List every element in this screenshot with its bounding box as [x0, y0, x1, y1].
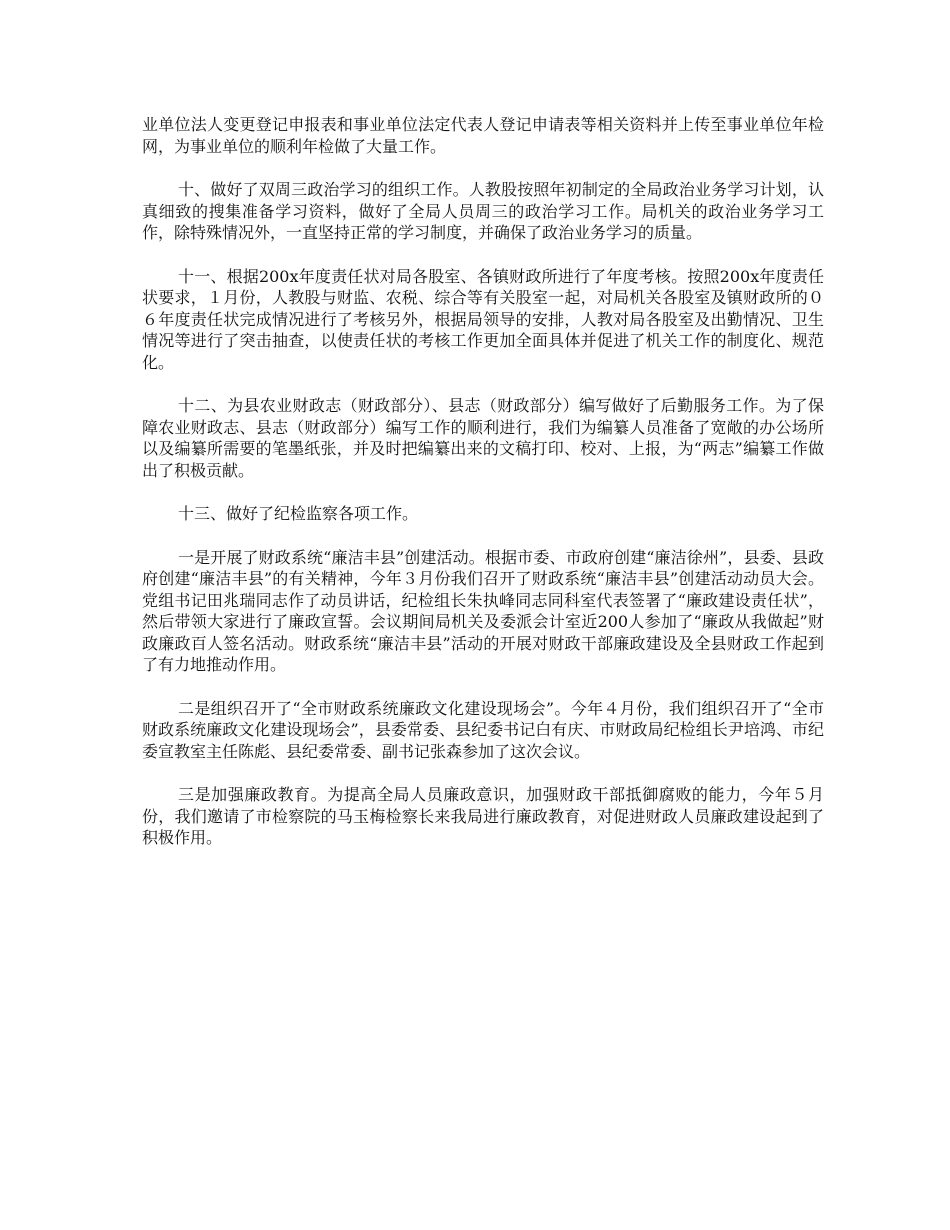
paragraph-continuation: 业单位法人变更登记申报表和事业单位法定代表人登记申请表等相关资料并上传至事业单位年检网，为事业单位的顺利年检做了大量工作。	[142, 115, 824, 156]
paragraph-subitem-1: 一是开展了财政系统“廉洁丰县”创建活动。根据市委、市政府创建“廉洁徐州”，县委、县政府创建“廉洁丰县”的有关精神，今年３月份我们召开了财政系统“廉洁丰县”创建活动动员大会。党组书记田兆瑞同志作了动员讲话，纪检组长朱执峰同志同科室代表签署了“廉政建设责任状”，然后带领大家进行了廉政宣誓。会议期间局机关及委派会计室近200人参加了“廉政从我做起”财政廉政百人签名活动。财政系统“廉洁丰县”活动的开展对财政干部廉政建设及全县财政工作起到了有力地推动作用。	[142, 547, 824, 674]
paragraph-item-10: 十、做好了双周三政治学习的组织工作。人教股按照年初制定的全局政治业务学习计划，认真细致的搜集准备学习资料，做好了全局人员周三的政治学习工作。局机关的政治业务学习工作，除特殊情况外，一直坚持正常的学习制度，并确保了政治业务学习的质量。	[142, 180, 824, 242]
paragraph-item-13: 十三、做好了纪检监察各项工作。	[178, 504, 419, 523]
paragraph-subitem-2: 二是组织召开了“全市财政系统廉政文化建设现场会”。今年４月份，我们组织召开了“全市财政系统廉政文化建设现场会”，县委常委、县纪委书记白有庆、市财政局纪检组长尹培鸿、市纪委宣教室主任陈彪、县纪委常委、副书记张森参加了这次会议。	[142, 698, 824, 761]
paragraph-item-11: 十一、根据200x年度责任状对局各股室、各镇财政所进行了年度考核。按照200x年度责任状要求，１月份，人教股与财监、农税、综合等有关股室一起，对局机关各股室及镇财政所的０６年度责任状完成情况进行了考核另外，根据局领导的安排，人教对局各股室及出勤情况、卫生情况等进行了突击抽查，以使责任状的考核工作更加全面具体并促进了机关工作的制度化、规范化。	[142, 266, 824, 372]
document-page	[142, 114, 824, 871]
paragraph-subitem-3: 三是加强廉政教育。为提高全局人员廉政意识，加强财政干部抵御腐败的能力，今年５月份，我们邀请了市检察院的马玉梅检察长来我局进行廉政教育，对促进财政人员廉政建设起到了积极作用。	[142, 785, 824, 847]
paragraph-item-12: 十二、为县农业财政志（财政部分）、县志（财政部分）编写做好了后勤服务工作。为了保障农业财政志、县志（财政部分）编写工作的顺利进行，我们为编纂人员准备了宽敞的办公场所以及编纂所需要的笔墨纸张，并及时把编纂出来的文稿打印、校对、上报，为“两志”编纂工作做出了积极贡献。	[142, 396, 824, 480]
